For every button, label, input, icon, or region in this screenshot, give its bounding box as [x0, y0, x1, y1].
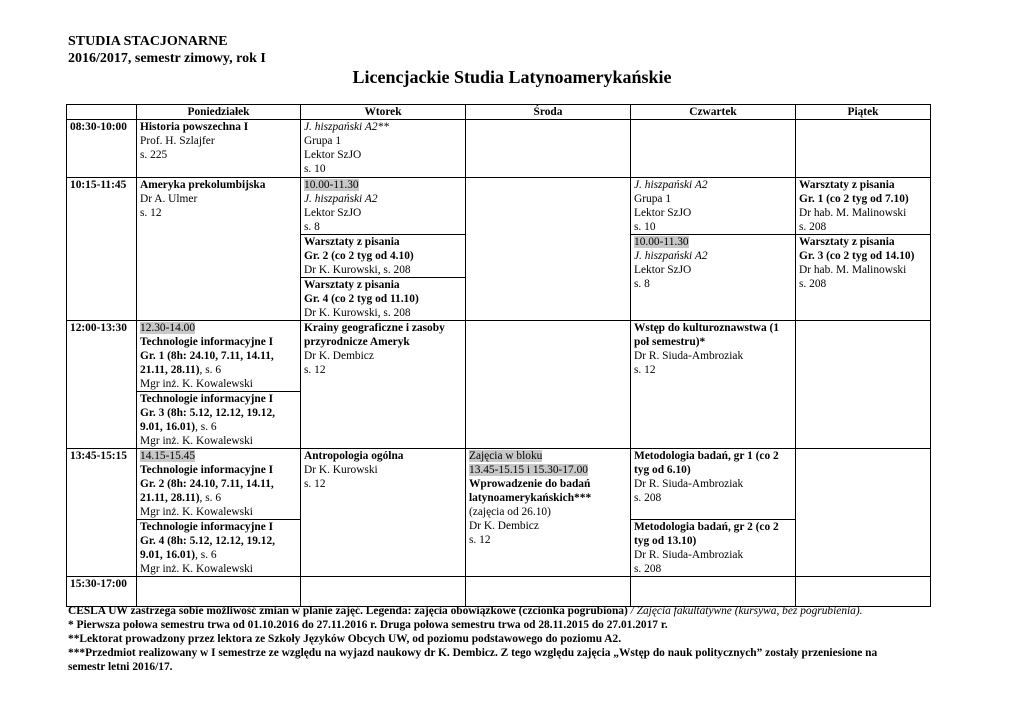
lecturer: Mgr inż. K. Kowalewski: [140, 506, 253, 518]
lecturer: Dr hab. M. Malinowski: [799, 207, 907, 219]
lecturer: Dr R. Siuda-Ambroziak: [634, 478, 744, 490]
cell-tue-1015-b: [301, 235, 466, 278]
row-0830: [67, 120, 931, 178]
footer-note-1: * Pierwsza połowa semestru trwa od 01.10.2016 do 27.11.2016 r. Druga połowa semestru trwa od 28.11.2015 do 27.01.2017 r.: [68, 619, 668, 631]
cell-mon-1530: [137, 577, 301, 607]
time-1345: 13:45-15:15: [67, 449, 137, 577]
cell-thu-1200: [631, 321, 796, 449]
cell-tue-1015-c: [301, 278, 466, 321]
cell-thu-0830: [631, 120, 796, 178]
cell-wed-1015: [466, 178, 631, 321]
cell-thu-1530: [631, 577, 796, 607]
dates: 9.01, 16.01): [140, 549, 196, 561]
group: Gr. 3 (8h: 5.12, 12.12, 19.12,: [140, 407, 276, 419]
cell-fri-1015-b: [796, 235, 931, 321]
lecturer: Mgr inż. K. Kowalewski: [140, 378, 253, 390]
dates: 21.11, 28.11): [140, 492, 200, 504]
group: Gr. 4 (8h: 5.12, 12.12, 19.12,: [140, 535, 276, 547]
lecturer: Prof. H. Szlajfer: [140, 135, 215, 147]
day-friday: Piątek: [796, 105, 931, 120]
lecturer: Lektor SzJO: [304, 149, 362, 161]
course-name: Wprowadzenie do badań: [469, 478, 591, 490]
room: , s. 6: [195, 421, 217, 433]
day-monday: Poniedziałek: [137, 105, 301, 120]
lecturer: Mgr inż. K. Kowalewski: [140, 435, 253, 447]
group: Gr. 1 (8h: 24.10, 7.11, 14.11,: [140, 350, 274, 362]
cell-mon-1200-b: [137, 392, 301, 449]
course-name-cont: latynoamerykańskich***: [469, 492, 592, 504]
cell-thu-1015-a: [631, 178, 796, 235]
group: Gr. 2 (8h: 24.10, 7.11, 14.11,: [140, 478, 274, 490]
cell-mon-0830: [137, 120, 301, 178]
day-tuesday: Wtorek: [301, 105, 466, 120]
lecturer: Dr K. Kurowski, s. 208: [304, 264, 411, 276]
block-highlight: Zajęcia w bloku: [469, 450, 543, 462]
group: Gr. 3 (co 2 tyg od 14.10): [799, 250, 915, 262]
group: Grupa 1: [634, 193, 672, 205]
room: s. 12: [634, 364, 656, 376]
row-1015: [67, 178, 931, 235]
dates: 21.11, 28.11): [140, 364, 200, 376]
time-highlight: 14.15-15.45: [140, 450, 196, 462]
cell-tue-1200: [301, 321, 466, 449]
cell-wed-1200: [466, 321, 631, 449]
lecturer: Lektor SzJO: [634, 207, 692, 219]
cell-wed-0830: [466, 120, 631, 178]
corner-cell: [67, 105, 137, 120]
lecturer: Dr hab. M. Malinowski: [799, 264, 907, 276]
schedule-table: [66, 104, 931, 607]
course-name: Technologie informacyjne I: [140, 464, 274, 476]
cell-fri-1200: [796, 321, 931, 449]
footer-note-2: **Lektorat prowadzony przez lektora ze Szkoły Języków Obcych UW, od poziomu podstawowego do poziomu A2.: [68, 633, 622, 645]
lecturer: Lektor SzJO: [634, 264, 692, 276]
time-highlight: 10.00-11.30: [634, 236, 689, 248]
time-1200: 12:00-13:30: [67, 321, 137, 449]
room: s. 12: [304, 478, 326, 490]
cell-fri-1530: [796, 577, 931, 607]
group: Gr. 4 (co 2 tyg od 11.10): [304, 293, 419, 305]
lecturer: Dr A. Ulmer: [140, 193, 198, 205]
lecturer: Dr K. Dembicz: [304, 350, 374, 362]
cell-tue-0830: [301, 120, 466, 178]
footer-legend: [68, 604, 968, 618]
course-name: Metodologia badań, gr 2 (co 2: [634, 521, 779, 533]
room: s. 10: [634, 221, 656, 233]
lecturer: Mgr inż. K. Kowalewski: [140, 563, 253, 575]
course-name: Ameryka prekolumbijska: [140, 179, 266, 191]
cell-tue-1345: [301, 449, 466, 577]
cell-mon-1200-a: [137, 321, 301, 392]
time-highlight: 12.30-14.00: [140, 322, 196, 334]
row-1530: [67, 577, 931, 607]
course-name: Warsztaty z pisania: [304, 279, 400, 291]
group: Gr. 1 (co 2 tyg od 7.10): [799, 193, 909, 205]
block-time-highlight: 13.45-15.15 i 15.30-17.00: [469, 464, 588, 476]
note: (zajęcia od 26.10): [469, 506, 551, 518]
course-name: Historia powszechna I: [140, 121, 249, 133]
day-header-row: [67, 105, 931, 120]
course-name: J. hiszpański A2: [634, 179, 708, 191]
cell-fri-0830: [796, 120, 931, 178]
course-name: Technologie informacyjne I: [140, 521, 274, 533]
course-name: J. hiszpański A2: [304, 193, 378, 205]
header-program-type: STUDIA STACJONARNE: [68, 34, 228, 49]
row-1200: [67, 321, 931, 392]
day-wednesday: Środa: [466, 105, 631, 120]
room: , s. 6: [199, 364, 222, 376]
cell-thu-1345-b: [631, 520, 796, 577]
row-1345: [67, 449, 931, 520]
course-name-cont: tyg od 13.10): [634, 535, 697, 547]
lecturer: Dr K. Dembicz: [469, 520, 539, 532]
day-thursday: Czwartek: [631, 105, 796, 120]
course-name-cont: poł semestru)*: [634, 336, 706, 348]
lecturer: Dr K. Kurowski, s. 208: [304, 307, 411, 319]
group: Gr. 2 (co 2 tyg od 4.10): [304, 250, 414, 262]
legend-bold-text: CESLA UW zastrzega sobie możliwość zmian w planie zajęć. Legenda: zajęcia obowiązkowe (czcionka pogrubiona): [68, 605, 628, 617]
cell-tue-1015-a: [301, 178, 466, 235]
header-semester: 2016/2017, semestr zimowy, rok I: [68, 51, 266, 66]
course-name: J. hiszpański A2: [634, 250, 708, 262]
cell-fri-1015-a: [796, 178, 931, 235]
lecturer: Dr R. Siuda-Ambroziak: [634, 350, 744, 362]
footer-note-3: ***Przedmiot realizowany w I semestrze ze względu na wyjazd naukowy dr K. Dembicz. Z tego względu zajęcia „Wstęp do nauk politycznych” zostały przeniesione na: [68, 647, 878, 659]
time-1530: 15:30-17:00: [67, 577, 137, 607]
lecturer: Dr R. Siuda-Ambroziak: [634, 549, 744, 561]
legend-italic-text: / Zajęcia fakultatywne (kursywa, bez pogrubienia).: [627, 605, 863, 617]
room: s. 208: [634, 492, 662, 504]
room: s. 208: [799, 278, 827, 290]
cell-mon-1345-a: [137, 449, 301, 520]
room: s. 12: [140, 207, 162, 219]
course-name: J. hiszpański A2**: [304, 121, 389, 133]
time-highlight: 10.00-11.30: [304, 179, 359, 191]
course-name: Technologie informacyjne I: [140, 336, 274, 348]
room: s. 8: [304, 221, 320, 233]
cell-fri-1345: [796, 449, 931, 577]
room: s. 12: [304, 364, 326, 376]
room: , s. 6: [199, 492, 222, 504]
room: , s. 6: [195, 549, 217, 561]
room: s. 12: [469, 534, 491, 546]
cell-wed-1345: [466, 449, 631, 577]
room: s. 8: [634, 278, 650, 290]
course-name: Technologie informacyjne I: [140, 393, 274, 405]
course-name: Metodologia badań, gr 1 (co 2: [634, 450, 779, 462]
course-name-cont: tyg od 6.10): [634, 464, 691, 476]
room: s. 208: [634, 563, 662, 575]
lecturer: Lektor SzJO: [304, 207, 362, 219]
room: s. 10: [304, 163, 326, 175]
cell-mon-1345-b: [137, 520, 301, 577]
course-name: Wstęp do kulturoznawstwa (1: [634, 322, 780, 334]
cell-mon-1015: [137, 178, 301, 321]
room: s. 208: [799, 221, 827, 233]
footer-note-3-cont: semestr letni 2016/17.: [68, 661, 173, 673]
course-name: Warsztaty z pisania: [799, 236, 895, 248]
dates: 9.01, 16.01): [140, 421, 196, 433]
cell-tue-1530: [301, 577, 466, 607]
cell-thu-1015-b: [631, 235, 796, 321]
course-name: Krainy geograficzne i zasoby: [304, 322, 445, 334]
cell-thu-1345-a: [631, 449, 796, 520]
course-name: Warsztaty z pisania: [304, 236, 400, 248]
cell-wed-1530: [466, 577, 631, 607]
group: Grupa 1: [304, 135, 342, 147]
course-name: Antropologia ogólna: [304, 450, 404, 462]
room: s. 225: [140, 149, 168, 161]
lecturer: Dr K. Kurowski: [304, 464, 378, 476]
course-name: Warsztaty z pisania: [799, 179, 895, 191]
time-0830: 08:30-10:00: [67, 120, 137, 178]
page-title: Licencjackie Studia Latynoamerykańskie: [352, 67, 672, 87]
time-1015: 10:15-11:45: [67, 178, 137, 321]
course-name-cont: przyrodnicze Ameryk: [304, 336, 410, 348]
